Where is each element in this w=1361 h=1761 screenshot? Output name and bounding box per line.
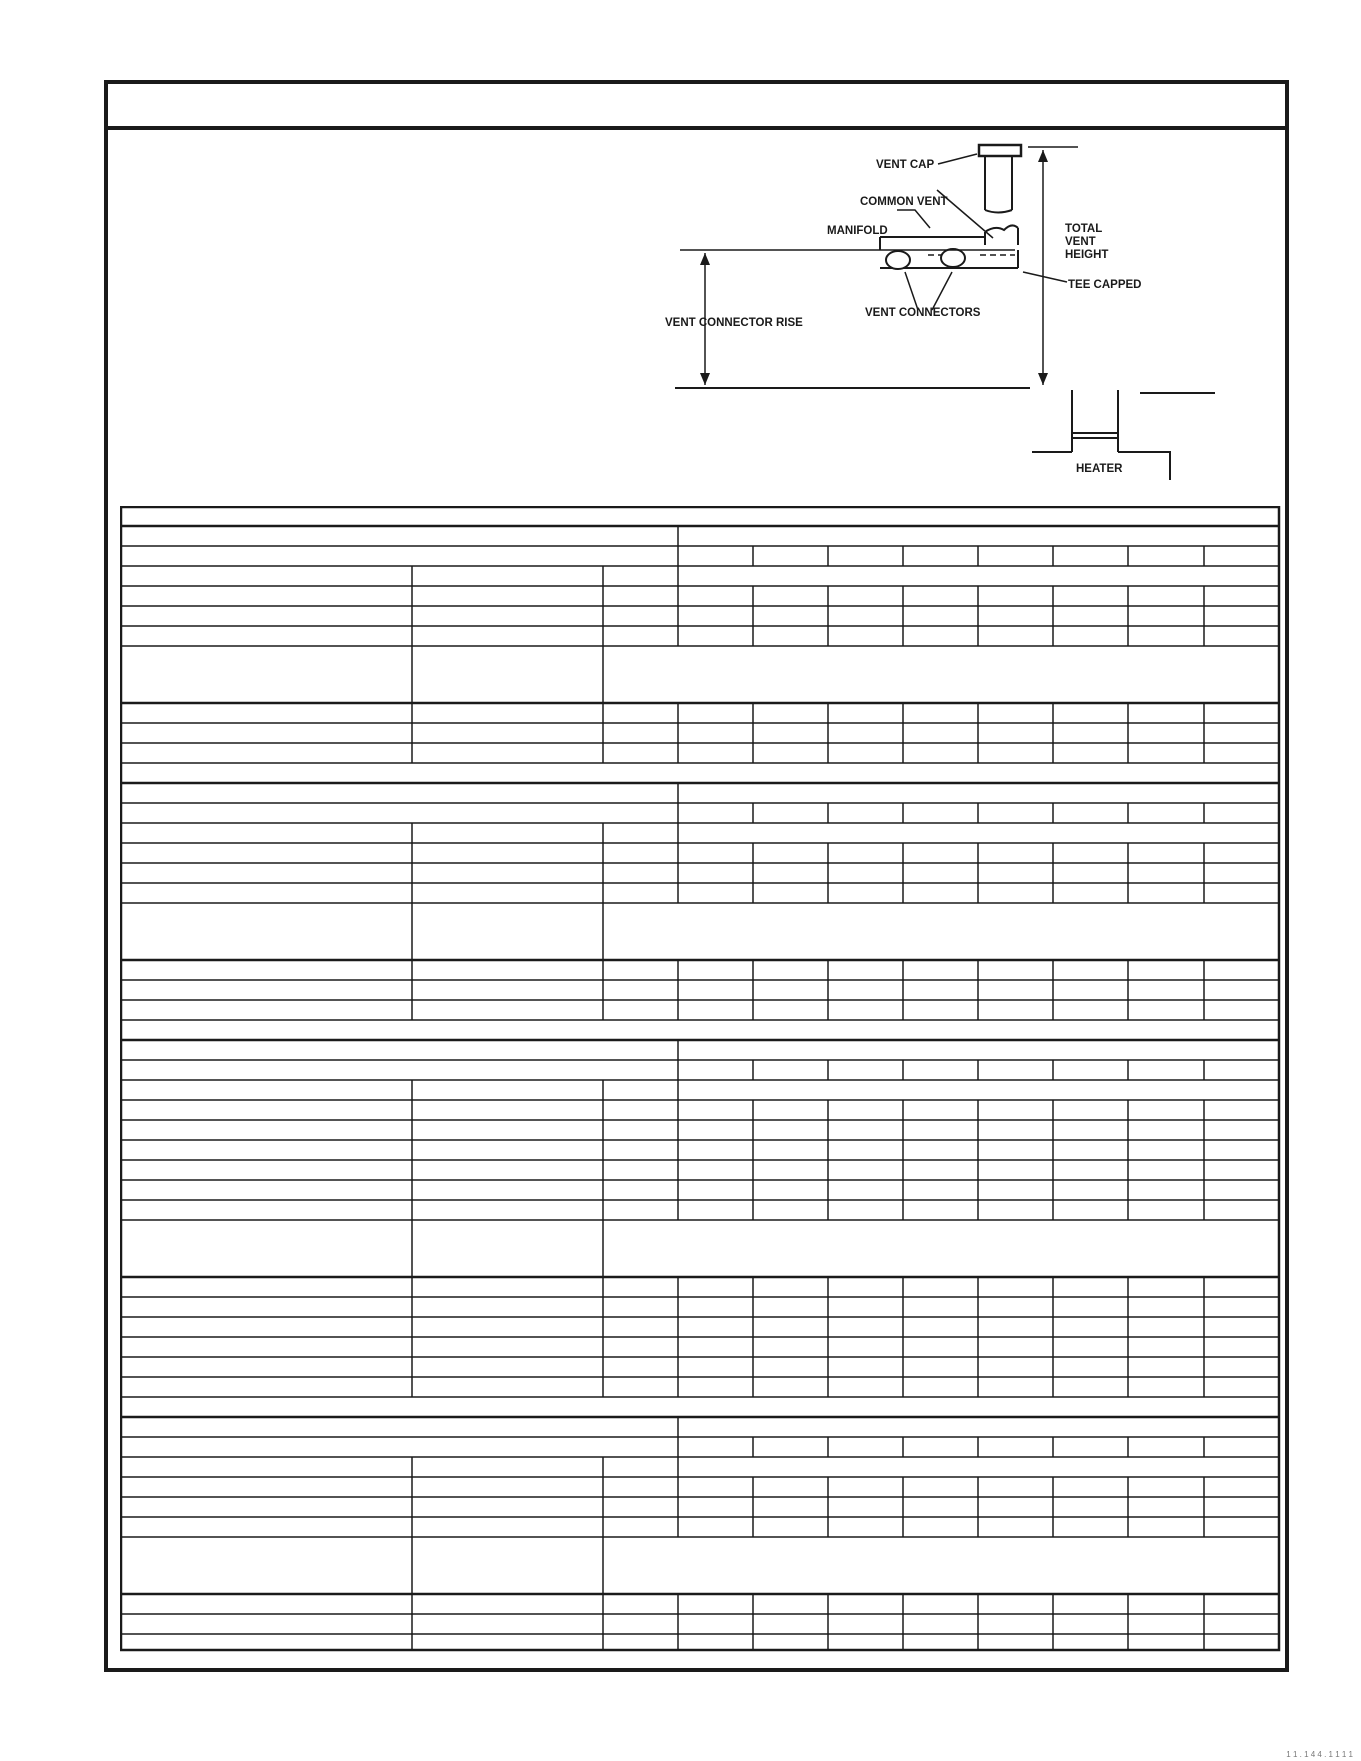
- common-vent-label: COMMON VENT: [860, 196, 948, 208]
- vent-connector-2: [941, 249, 965, 267]
- vent-diagram: [560, 60, 1260, 500]
- manifold-pointer: [897, 210, 930, 228]
- vent-cap-label: VENT CAP: [876, 159, 935, 171]
- vent-connector-1: [886, 251, 910, 269]
- vent-connectors-label: VENT CONNECTORS: [865, 307, 981, 319]
- connectors-pointer: [905, 272, 952, 310]
- table-border: [121, 507, 1279, 1650]
- vent-connector-rise-label: VENT CONNECTOR RISE: [665, 317, 803, 329]
- table-grid: [121, 526, 1279, 1650]
- tee-capped-pointer: [1023, 272, 1067, 282]
- total-label-3: HEIGHT: [1065, 249, 1109, 261]
- footer-code: 1 1 . 1 4 4 . 1 1 1 1: [1286, 1750, 1353, 1759]
- vent-table: [120, 506, 1282, 1656]
- tee-capped-label: TEE CAPPED: [1068, 279, 1142, 291]
- heater-label: HEATER: [1076, 463, 1123, 475]
- total-label-1: TOTAL: [1065, 223, 1103, 235]
- vent-cap-pointer: [938, 154, 977, 164]
- common-vent-pipe: [985, 156, 1012, 213]
- vent-cap-shape: [979, 145, 1021, 156]
- manifold-label: MANIFOLD: [827, 225, 888, 237]
- total-label-2: VENT: [1065, 236, 1096, 248]
- heater-shape: [1032, 390, 1215, 480]
